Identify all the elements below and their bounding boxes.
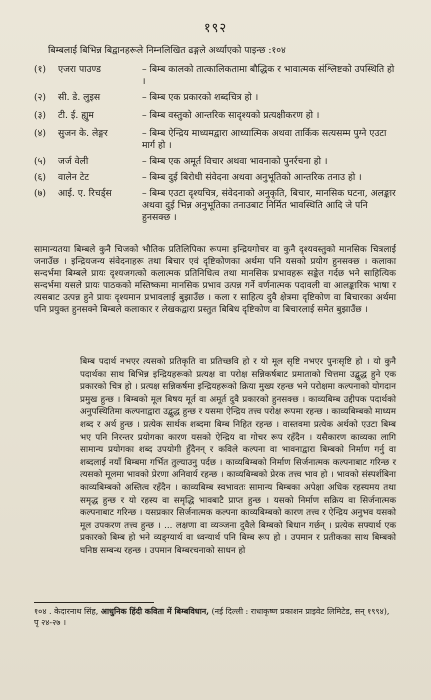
definition-item xyxy=(34,156,396,172)
definition-item xyxy=(34,188,396,228)
intro-line: बिम्बलाई बिभिन्न बिद्वानहरूले निम्नलिखित ढङ्गले अर्थ्याएको पाइन्छ :१०४ xyxy=(48,45,286,56)
definition-text: – बिम्ब एउटा दृश्यचित्र, संवेदनाको अनुकृति, बिचार, मानसिक घटना, अलङ्कार अथवा दुई भिन्न अनुभूतिका तनाउबाट निर्मित भावस्थिति आदि जे पनि हुनसक्छ । xyxy=(142,188,396,223)
definition-author: वालेन टेट xyxy=(58,172,89,183)
definition-item xyxy=(34,128,396,156)
body-paragraph: सामान्यतया बिम्बले कुनै चिजको भौतिक प्रतिलिपिका रूपमा इन्द्रियगोचर वा कुनै दृश्यवस्तुको मानसिक चित्रलाई जनाउँछ । इन्द्रियजन्य संवेदनाहरू तथा बिचार एवं दृष्टिकोणका अर्थमा पनि यसको प्रयोग हुनसक्छ । कलाका सन्दर्भमा बिम्बले प्रायः दृश्यजगत्को कलात्मक प्रतिनिधित्व तथा मानसिक प्रभावहरू सङ्केत गर्दछ भने साहित्यिक सन्दर्भमा यसले प्रायः पाठकको मस्तिष्कमा मानसिक प्रभाव उत्पन्न गर्ने वर्णनात्मक पदावली वा आलङ्कारिक भाषा र त्यसबाट उत्पन्न हुने प्रायः दृश्यमान प्रभावलाई बुझाउँछ । कला र साहित्य दुवै क्षेत्रमा दृष्टिकोण वा बिचारका अर्थमा पनि प्रयुक्त हुनसक्ने बिम्बले कलाकार र लेखकद्वारा प्रस्तुत बिबिध दृष्टिकोण वा बिचारलाई समेत बुझाउँछ । xyxy=(34,245,396,316)
definition-author: जर्ज वेली xyxy=(58,156,89,167)
definition-number: (६) xyxy=(34,172,46,183)
definition-author: एजरा पाउण्ड xyxy=(58,64,101,75)
definition-number: (१) xyxy=(34,64,46,75)
definition-author: सुजन के. लेङ्गर xyxy=(58,128,108,139)
definition-text: – बिम्ब कालको तात्कालिकतामा बौद्धिक र भावात्मक संश्लिष्टको उपस्थिति हो । xyxy=(142,64,395,87)
definition-text: – बिम्ब ऐन्द्रिय माध्यमद्वारा आध्यात्मिक अथवा तार्किक सत्यसम्म पुग्ने एउटा मार्ग हो । xyxy=(142,128,387,151)
definition-number: (५) xyxy=(34,156,46,167)
definition-number: (७) xyxy=(34,188,46,199)
definition-author: सी. डे. लुइस xyxy=(58,92,101,103)
definition-item xyxy=(34,172,396,188)
definition-author: टी. ई. ह्युम xyxy=(58,110,94,121)
definition-text: – बिम्ब एक प्रकारको शब्दचित्र हो । xyxy=(142,92,259,103)
page-number: १९२ xyxy=(203,21,228,36)
footnote xyxy=(34,606,396,628)
footnote-details: (नई दिल्ली : राधाकृष्ण प्रकाशन प्राइवेट लिमिटेड, सन् १९९४), पृ २४-२७ । xyxy=(34,607,390,627)
definition-text: – बिम्ब वस्तुको आन्तरिक सादृश्यको प्रत्यक्षीकरण हो । xyxy=(142,110,320,121)
definition-item xyxy=(34,110,396,128)
definition-number: (३) xyxy=(34,110,46,121)
definition-author: आई. ए. रिचर्ड्स xyxy=(58,188,112,199)
body-paragraph: बिम्ब पदार्थ नभएर त्यसको प्रतिकृति वा प्रतिच्छवि हो र यो मूल सृष्टि नभएर पुनःसृष्टि हो । यो कुनै पदार्थका साथ बिभिन्न इन्द्रियहरूको प्रत्यक्ष वा परोक्ष सन्निकर्षबाट प्रमाताको चित्तमा उद्बुद्ध हुने एक प्रकारको चित्र हो । प्रत्यक्ष सन्निकर्षमा इन्द्रियहरूको क्रिया मुख्य रहन्छ भने परोक्षमा कल्पनाको योगदान प्रमुख हुन्छ । बिम्बको मूल बिषय मूर्त वा अमूर्त दुवै प्रकारको हुनसक्छ । काव्यबिम्ब उद्दीपक पदार्थको अनुपस्थितिमा कल्पनाद्वारा उद्बुद्ध हुन्छ र यसमा ऐन्द्रिय तत्त्व परोक्ष रूपमा रहन्छ । काव्यबिम्बको माध्यम शब्द र अर्थ हुन्छ । प्रत्येक सार्थक शब्दमा बिम्ब निहित रहन्छ । वास्तवमा प्रत्येक अर्थको एउटा बिम्ब भए पनि निरन्तर प्रयोगका कारण यसको ऐन्द्रिय वा गोचर रूप रहँदैन । यसैकारण काव्यका लागि सामान्य प्रयोगका शब्द उपयोगी हुँदैनन् र कविले कल्पना वा भावनाद्वारा बिम्बको निर्माण गर्नु वा शब्दलाई नयाँ बिम्बमा गर्भित तुल्याउनु पर्दछ । काव्यबिम्बको निर्माण सिर्जनात्मक कल्पनाबाट गरिन्छ र त्यसको मूलमा भावको प्रेरणा अनिवार्य रहन्छ । काव्यबिम्बको प्रेरक तत्त्व भाव हो । भावको संस्पर्शबिना काव्यबिम्बको अस्तित्व रहँदैन । काव्यबिम्ब स्वभावतः सामान्य बिम्बका अपेक्षा अधिक रहस्यमय तथा समृद्ध हुन्छ र यो रहस्य वा समृद्धि भावबाटै प्राप्त हुन्छ । यसको निर्माण सक्रिय वा सिर्जनात्मक कल्पनाबाट गरिन्छ । यसप्रकार सिर्जनात्मक कल्पना काव्यबिम्बको कारण तत्त्व र ऐन्द्रिय अनुभव यसको मूल उपकरण तत्त्व हुन्छ । ... लक्षणा वा व्यञ्जना दुवैले बिम्बको बिधान गर्छन् । प्रत्येक सफ्यार्थ एक प्रकारको बिम्ब हो भने व्यङ्ग्यार्थ वा ध्वन्यार्थ पनि बिम्ब रूप हो । उपमान र प्रतीकका साथ बिम्बको घनिष्ठ सम्बन्ध रहन्छ । उपमान बिम्बरचनाको साधन हो xyxy=(80,357,396,556)
definition-list xyxy=(34,64,396,228)
definition-item xyxy=(34,92,396,110)
definition-text: – बिम्ब दुई बिरोधी संवेदना अथवा अनुभूतिको आन्तरिक तनाउ हो । xyxy=(142,172,362,183)
footnote-prefix: १०४ . केदारनाथ सिंह, xyxy=(34,607,99,616)
definition-number: (४) xyxy=(34,128,46,139)
definition-number: (२) xyxy=(34,92,46,103)
definition-text: – बिम्ब एक अमूर्त विचार अथवा भावनाको पुनर्रचना हो । xyxy=(142,156,328,167)
definition-item xyxy=(34,64,396,92)
footnote-divider xyxy=(34,602,154,603)
footnote-book-title: आधुनिक हिंदी कविता में बिम्बविधान, xyxy=(100,606,210,616)
